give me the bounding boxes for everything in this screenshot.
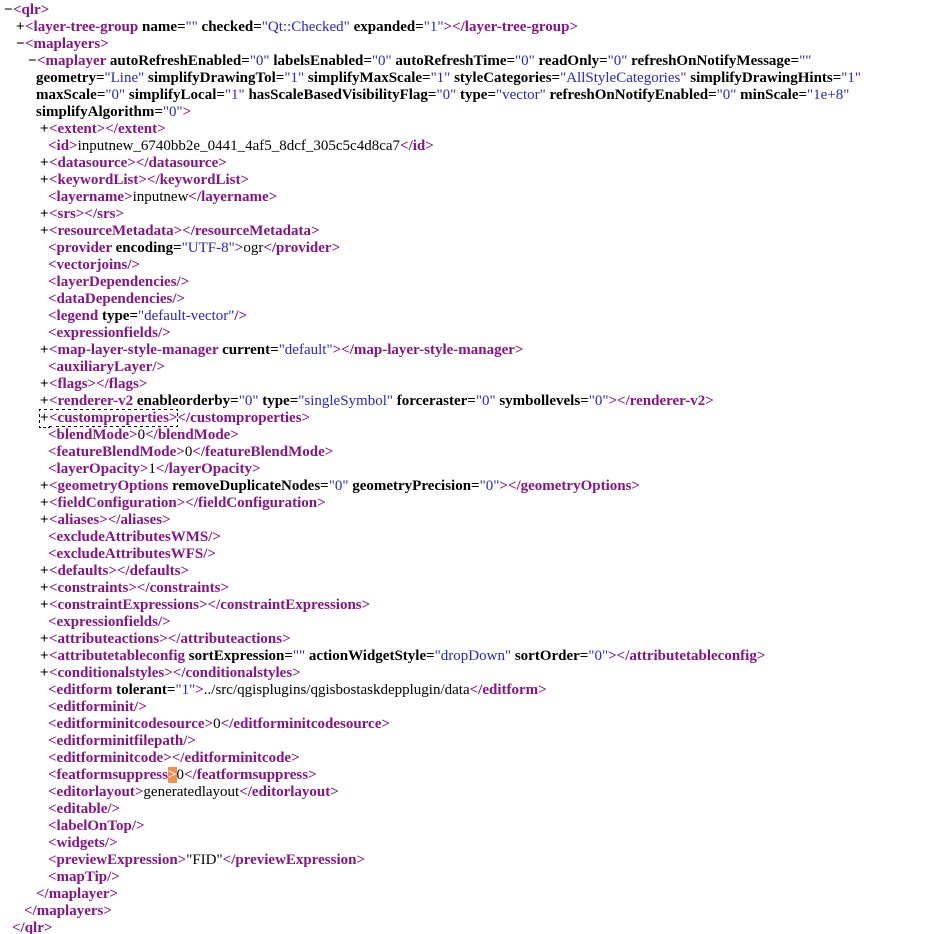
xml-line [0,682,947,699]
xml-tag: <auxiliaryLayer/> [48,359,166,375]
xml-attribute-name: type= [98,308,139,324]
expander-plus-icon[interactable]: + [40,155,49,171]
xml-line [0,529,947,546]
expander-plus-icon[interactable]: + [40,121,49,137]
xml-attribute-value: "vector" [496,87,546,103]
xml-attribute-value: "0" [588,393,609,409]
xml-attribute-name: sortExpression= [185,648,293,664]
xml-tag: <editforminitfilepath/> [48,733,196,749]
xml-attribute-value: "Qt::Checked" [261,19,350,35]
xml-line [0,342,947,359]
xml-line [0,614,947,631]
collapser-minus-icon[interactable]: − [16,36,25,52]
xml-attribute-name: readOnly= [534,53,608,69]
xml-line [0,903,947,920]
xml-tag: <expressionfields/> [48,614,171,630]
xml-attribute-value: "0" [249,53,270,69]
xml-tag: <excludeAttributesWFS/> [48,546,216,562]
xml-text-content: 0 [184,444,193,460]
xml-line [0,257,947,274]
xml-attribute-value: "0" [371,53,392,69]
xml-line [0,444,947,461]
xml-attribute-name: autoRefreshTime= [391,53,516,69]
expander-plus-icon[interactable]: + [40,376,49,392]
xml-attribute-value: "0" [479,478,500,494]
xml-line [0,495,947,512]
xml-line [0,784,947,801]
xml-line [0,308,947,325]
xml-line [0,716,947,733]
xml-text-content: "FID" [186,852,223,868]
xml-tag: <excludeAttributesWMS/> [48,529,221,545]
xml-tag: </customproperties> [177,410,311,426]
xml-tag: </layerOpacity> [155,461,261,477]
expander-plus-icon[interactable]: + [40,512,49,528]
xml-line [0,920,947,934]
xml-attribute-value: "0" [475,393,496,409]
xml-tag: </editform> [469,682,547,698]
xml-line [0,155,947,172]
xml-tag: <widgets/> [48,835,118,851]
xml-attribute-name: simplifyDrawingHints= [686,70,842,86]
expander-plus-icon[interactable]: + [40,172,49,188]
xml-tag: <renderer-v2 [49,393,134,409]
xml-attribute-name: refreshOnNotifyMessage= [627,53,800,69]
xml-attribute-value: "1" [841,70,862,86]
xml-tag: <maplayers> [25,36,109,52]
xml-tag: /> [234,308,248,324]
xml-tag: </featureBlendMode> [192,444,334,460]
find-highlight: > [167,767,177,783]
xml-tag: <keywordList></keywordList> [49,172,250,188]
expander-plus-icon[interactable]: + [40,563,49,579]
xml-line [0,359,947,376]
xml-text-content: ogr [243,240,264,256]
xml-attribute-value: "1" [175,682,196,698]
expander-plus-icon[interactable]: + [40,648,49,664]
xml-tag: <maplayer [37,53,107,69]
xml-attribute-name: simplifyMaxScale= [304,70,431,86]
xml-tag: > [234,240,244,256]
xml-attribute-value: "" [292,648,306,664]
xml-attribute-name: minScale= [736,87,808,103]
collapser-minus-icon[interactable]: − [4,2,13,18]
xml-attribute-value: "1" [284,70,305,86]
xml-tag: </blendMode> [145,427,239,443]
xml-line [0,223,947,240]
xml-attribute-value: "default" [278,342,333,358]
xml-attribute-value: "AllStyleCategories" [560,70,687,86]
xml-tag: <attributeactions></attributeactions> [49,631,291,647]
xml-tag: ></attributetableconfig> [608,648,766,664]
expander-plus-icon[interactable]: + [40,665,49,681]
xml-attribute-name: simplifyAlgorithm= [36,104,163,120]
xml-tag: > [195,682,204,698]
xml-tag: <extent></extent> [49,121,166,137]
xml-tag: ></map-layer-style-manager> [332,342,524,358]
xml-tag: <featformsuppress [48,767,168,783]
xml-attribute-name: removeDuplicateNodes= [168,478,329,494]
xml-tag: <conditionalstyles></conditionalstyles> [49,665,301,681]
xml-tag: <previewExpression> [48,852,187,868]
xml-tag: <aliases></aliases> [49,512,171,528]
xml-line [0,410,947,427]
expander-plus-icon[interactable]: + [40,223,49,239]
xml-line [0,87,947,104]
expander-plus-icon[interactable]: + [40,597,49,613]
expander-plus-icon[interactable]: + [16,19,25,35]
xml-tag: </maplayer> [36,886,119,902]
xml-tag: <layerDependencies/> [48,274,190,290]
expander-plus-icon[interactable]: + [40,495,49,511]
xml-tag: <blendMode> [48,427,138,443]
xml-text-content: generatedlayout [143,784,240,800]
xml-line [0,19,947,36]
focused-collapsed-element[interactable] [40,410,177,426]
xml-tag: <editforminitcode></editforminitcode> [48,750,300,766]
xml-attribute-name: geometry= [36,70,105,86]
xml-tag: <editforminit/> [48,699,147,715]
xml-line [0,580,947,597]
xml-tag: <vectorjoins/> [48,257,141,273]
xml-attribute-name: autoRefreshEnabled= [106,53,250,69]
xml-tag: </layername> [188,189,278,205]
xml-attribute-name: simplifyDrawingTol= [144,70,285,86]
xml-line [0,461,947,478]
xml-text-content: 0 [137,427,146,443]
xml-line [0,325,947,342]
xml-line [0,274,947,291]
xml-attribute-name: symbollevels= [495,393,589,409]
expander-plus-icon[interactable]: + [40,631,49,647]
xml-line [0,869,947,886]
xml-line [0,767,947,784]
expander-plus-icon[interactable]: + [40,342,49,358]
xml-text-content: ../src/qgisplugins/qgisbostaskdepplugin/data [203,682,470,698]
xml-attribute-name: current= [218,342,279,358]
xml-attribute-value: "" [799,53,812,69]
xml-tag: <editforminitcodesource> [48,716,214,732]
xml-tag: <id> [48,138,78,154]
xml-text-content: 1 [148,461,156,477]
xml-tag: <attributetableconfig [49,648,186,664]
xml-tag: <constraintExpressions></constraintExpressions> [49,597,371,613]
xml-tag: <customproperties> [49,410,178,426]
xml-text-content: inputnew_6740bb2e_0441_4af5_8dcf_305c5c4d8ca7 [77,138,401,154]
expander-plus-icon[interactable]: + [40,478,49,494]
xml-tag: <layername> [48,189,133,205]
xml-line [0,512,947,529]
xml-attribute-name: type= [258,393,299,409]
xml-tag: <layer-tree-group [25,19,139,35]
xml-tag: <featureBlendMode> [48,444,185,460]
xml-line [0,699,947,716]
xml-attribute-name: expanded= [349,19,424,35]
xml-tag: <provider [48,240,112,256]
xml-attribute-name: forceraster= [393,393,476,409]
expander-plus-icon[interactable]: + [40,410,49,426]
xml-attribute-name: refreshOnNotifyEnabled= [545,87,717,103]
xml-tag: <qlr> [13,2,50,18]
xml-tag: </editorlayout> [239,784,339,800]
xml-tag: <geometryOptions [49,478,169,494]
xml-tag: <labelOnTop/> [48,818,145,834]
xml-attribute-value: "Line" [104,70,145,86]
xml-line [0,121,947,138]
xml-tag: <datasource></datasource> [49,155,227,171]
xml-line [0,189,947,206]
collapser-minus-icon[interactable]: − [28,53,37,69]
xml-attribute-name: name= [138,19,186,35]
xml-tag: <srs></srs> [49,206,125,222]
xml-line [0,801,947,818]
xml-attribute-value: "0" [328,478,349,494]
xml-line [0,597,947,614]
xml-attribute-name: checked= [197,19,262,35]
xml-attribute-value: "0" [162,104,183,120]
xml-attribute-value: "" [185,19,198,35]
xml-line [0,2,947,19]
xml-tag: <legend [48,308,99,324]
xml-tag: </id> [400,138,434,154]
xml-attribute-name: geometryPrecision= [348,478,480,494]
xml-tag: <editable/> [48,801,121,817]
xml-attribute-name: actionWidgetStyle= [305,648,435,664]
xml-tag: </previewExpression> [222,852,366,868]
xml-line [0,563,947,580]
xml-attribute-name: styleCategories= [450,70,561,86]
xml-line [0,886,947,903]
xml-attribute-value: "0" [436,87,457,103]
xml-line [0,172,947,189]
xml-tag: </maplayers> [24,903,112,919]
xml-attribute-name: simplifyLocal= [125,87,225,103]
xml-text-content: 0 [176,767,184,783]
xml-tag: </featformsuppress> [184,767,317,783]
xml-tag: <editform [48,682,113,698]
xml-tag: <resourceMetadata></resourceMetadata> [49,223,320,239]
xml-tag: <map-layer-style-manager [49,342,219,358]
xml-tag: <flags></flags> [49,376,148,392]
xml-attribute-value: "1e+8" [807,87,850,103]
xml-line [0,835,947,852]
xml-attribute-value: "dropDown" [434,648,512,664]
xml-attribute-value: "default-vector" [138,308,235,324]
xml-line [0,750,947,767]
xml-line [0,36,947,53]
xml-attribute-name: enableorderby= [133,393,239,409]
xml-tag: ></geometryOptions> [499,478,640,494]
xml-tag: </provider> [263,240,341,256]
xml-attribute-value: "singleSymbol" [298,393,394,409]
expander-plus-icon[interactable]: + [40,580,49,596]
xml-attribute-name: labelsEnabled= [269,53,372,69]
xml-line [0,631,947,648]
xml-line [0,53,947,70]
xml-line [0,393,947,410]
xml-tag: <defaults></defaults> [49,563,190,579]
xml-tag: <expressionfields/> [48,325,171,341]
xml-line [0,206,947,223]
xml-attribute-name: tolerant= [112,682,176,698]
xml-attribute-value: "0" [238,393,259,409]
xml-tag: > [182,104,192,120]
xml-attribute-value: "0" [515,53,535,69]
xml-attribute-value: "0" [588,648,609,664]
xml-line [0,546,947,563]
xml-line [0,104,947,121]
xml-line [0,240,947,257]
xml-attribute-value: "1" [423,19,444,35]
xml-text-content: inputnew [132,189,189,205]
xml-line [0,376,947,393]
xml-attribute-value: "0" [105,87,126,103]
xml-attribute-name: maxScale= [36,87,106,103]
xml-attribute-name: encoding= [111,240,182,256]
xml-attribute-value: "1" [430,70,451,86]
xml-line [0,818,947,835]
xml-attribute-name: hasScaleBasedVisibilityFlag= [244,87,437,103]
xml-line [0,478,947,495]
xml-tag: </editforminitcodesource> [220,716,390,732]
xml-attribute-name: sortOrder= [511,648,589,664]
xml-attribute-value: "0" [607,53,628,69]
xml-line [0,733,947,750]
xml-line [0,427,947,444]
xml-tag: <editorlayout> [48,784,144,800]
xml-text-content: 0 [213,716,221,732]
xml-line [0,70,947,87]
xml-tag: <layerOpacity> [48,461,149,477]
expander-plus-icon[interactable]: + [40,393,49,409]
xml-tag: <constraints></constraints> [49,580,230,596]
xml-attribute-value: "0" [716,87,737,103]
xml-tag: </qlr> [12,920,53,934]
xml-tree-view [0,2,947,934]
xml-line [0,291,947,308]
xml-line [0,648,947,665]
xml-line [0,138,947,155]
xml-attribute-value: "1" [224,87,245,103]
expander-plus-icon[interactable]: + [40,206,49,222]
xml-tag: ></layer-tree-group> [443,19,579,35]
xml-tag: <mapTip/> [48,869,120,885]
xml-tag: <fieldConfiguration></fieldConfiguration> [49,495,326,511]
xml-attribute-value: "UTF-8" [181,240,235,256]
xml-line [0,852,947,869]
xml-line [0,665,947,682]
xml-tag: <dataDependencies/> [48,291,186,307]
xml-tag: ></renderer-v2> [608,393,714,409]
xml-attribute-name: type= [456,87,496,103]
